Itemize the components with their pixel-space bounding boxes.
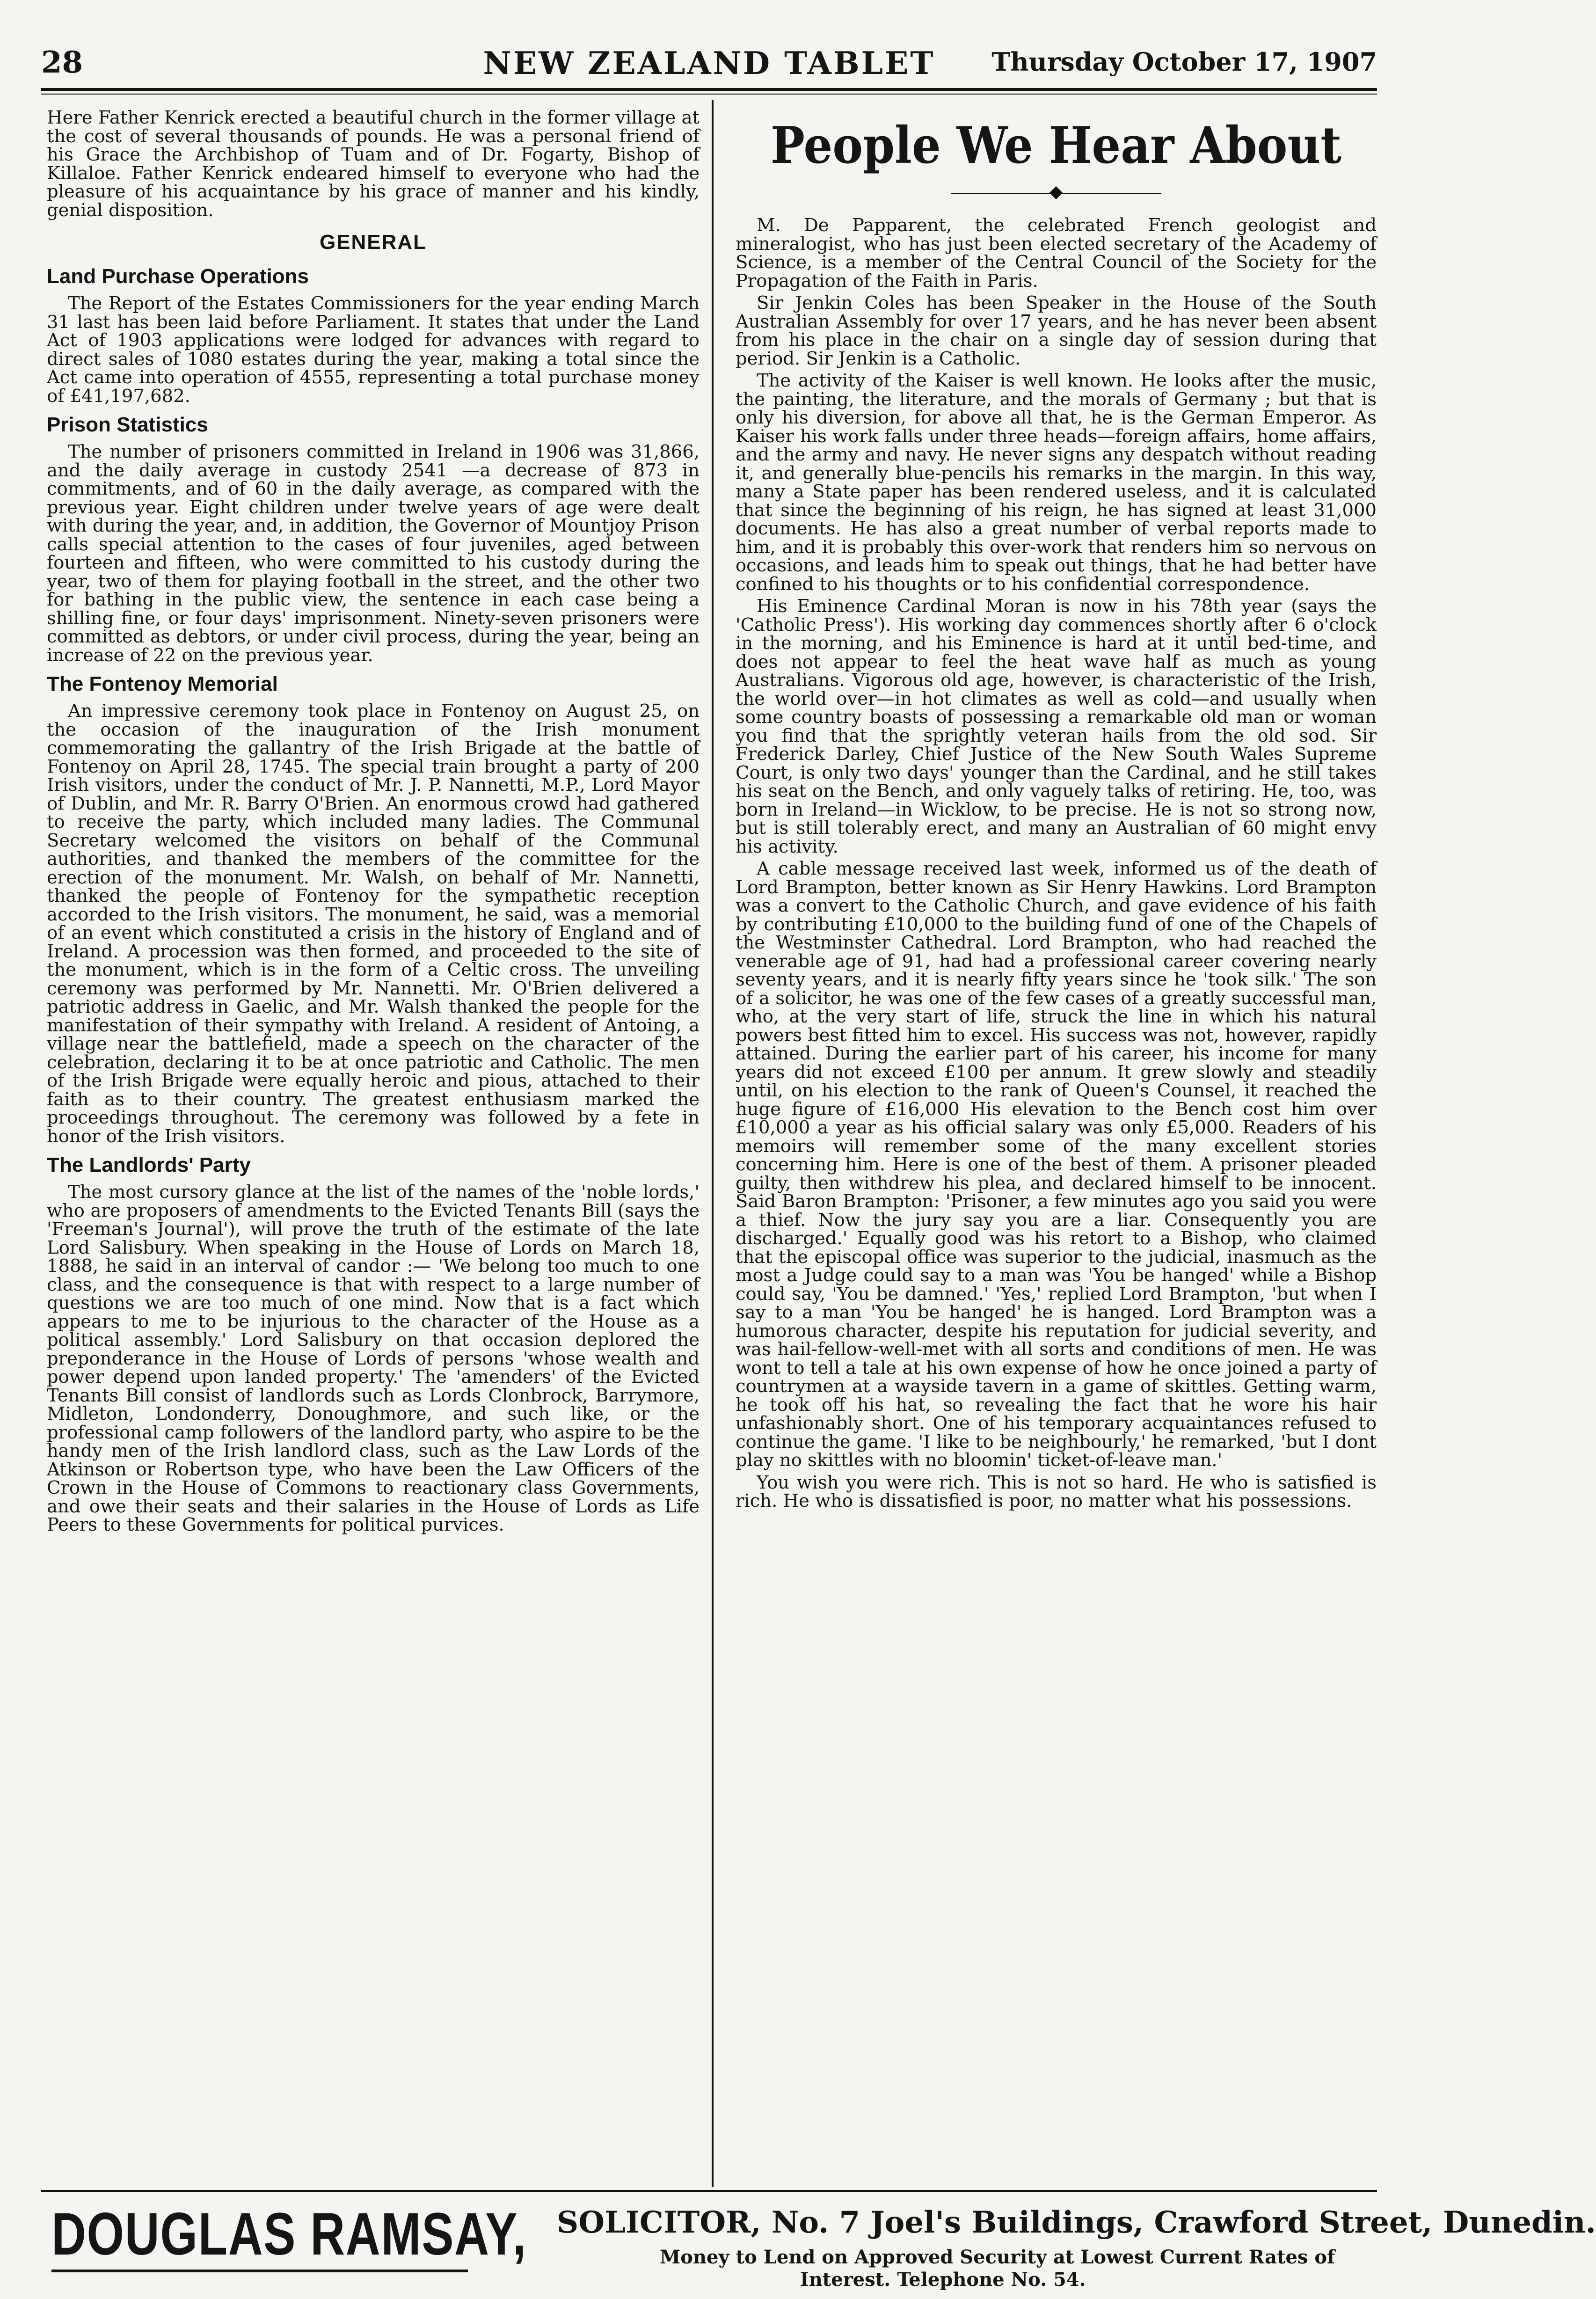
issue-date: Thursday October 17, 1907 (991, 47, 1377, 77)
paragraph-lord-brampton: A cable message received last week, informed us of the death of Lord Brampton, better known as Sir Henry Hawkins. Lord Brampton was a convert to the Catholic Church, and gave evidence of his faith by contributing £10,000 to the building fund of one of the Chapels of the Westminster Cathedral. Lord Brampton, who had reached the venerable age of 91, had had a professional career covering nearly seventy years, and it is nearly fifty years since he 'took silk.' The son of a solicitor, he was one of the few cases of a greatly successful man, who, at the very start of life, struck the line in which his natural powers best fitted him to excel. His success was not, however, rapidly attained. During the earlier part of his career, his income for many years did not exceed £100 per annum. It grew slowly and steadily until, on his election to the rank of Queen's Counsel, it reached the huge figure of £16,000 His elevation to the Bench cost him over £10,000 a year as his official salary was only £5,000. Readers of his memoirs will remember some of the many excellent stories concerning him. Here is one of the best of them. A prisoner pleaded guilty, then withdrew his plea, and declared himself to be innocent. Said Baron Brampton: 'Prisoner, a few minutes ago you said you were a thief. Now the jury say you are a liar. Consequently you are discharged.' Equally good was his retort to a Bishop, who claimed that the episcopal office was superior to the judicial, inasmuch as the most a Judge could say to a man was 'You be hanged' while a Bishop could say, 'You be damned.' 'Yes,' replied Lord Brampton, 'but when I say to a man 'You be hanged' he is hanged. Lord Brampton was a humorous character, despite his reputation for judicial severity, and was hail-fellow-well-met with all sorts and conditions of men. He was wont to tell a tale at his own expense of how he once joined a party of countrymen at a wayside tavern in a game of skittles. Getting warm, he took off his hat, so revealing the fact that he wore his hair unfashionably short. One of his temporary acquaintances refused to continue the game. 'I like to be neighbourly,' he remarked, 'but I dont play no skittles with no bloomin' ticket-of-leave man.' (736, 858, 1377, 1471)
page-number: 28 (41, 45, 83, 80)
ornament-divider (736, 179, 1377, 212)
advertisement (51, 2199, 1596, 2293)
paragraph-kaiser: The activity of the Kaiser is well known. He looks after the music, the painting, the literature, and the morals of Germany ; but that is only his diversion, for above all that, he is the German Emperor. As Kaiser his work falls under three heads—foreign affairs, home affairs, and the army and navy. He never signs any despatch without reading it, and generally blue-pencils his remarks in the margin. In this way, many a State paper has been rendered useless, and it is calculated that since the beginning of his reign, he has signed at least 31,000 documents. He has also a great number of verbal reports made to him, and it is probably this over-work that renders him so nervous on occasions, and leads him to speak out things, that he had better have confined to his thoughts or to his confidential correspondence. (736, 370, 1377, 595)
advertiser-address: SOLICITOR, No. 7 Joel's Buildings, Crawford Street, Dunedin. (557, 2205, 1596, 2240)
paragraph-jenkin-coles: Sir Jenkin Coles has been Speaker in the House of the South Australian Assembly for over 17 years, and he has never been absent from his place in the chair on a single day of session during that period. Sir Jenkin is a Catholic. (736, 292, 1377, 369)
advertiser-name-underline (51, 2270, 468, 2272)
page-header (41, 45, 1377, 92)
landlords-party-paragraph: The most cursory glance at the list of the names of the 'noble lords,' who are proposers of amendments to the Evicted Tenants Bill (says the 'Freeman's Journal'), will prove the truth of the estimate of the late Lord Salisbury. When speaking in the House of Lords on March 18, 1888, he said in an interval of candor :— 'We belong too much to one class, and the consequence is that with respect to a large number of questions we are too much of one mind. Now that is a fact which appears to me to be injurious to the character of the House as a political assembly.' Lord Salisbury on that occasion deplored the preponderance in the House of Lords of persons 'whose wealth and power depend upon landed property.' The 'amenders' of the Evicted Tenants Bill consist of landlords such as Lords Clonbrock, Barrymore, Midleton, Londonderry, Donoughmore, and such like, or the professional camp followers of the landlord party, who aspire to be the handy men of the Irish landlord class, such as the Law Lords of the Atkinson or Robertson type, who have been the Law Officers of the Crown in the House of Commons to reactionary class Governments, and owe their seats and their salaries in the House of Lords as Life Peers to these Governments for political purvices. (47, 1182, 700, 1535)
header-rule-thin (41, 94, 1377, 95)
left-column (47, 109, 700, 2186)
prison-statistics-heading: Prison Statistics (47, 413, 208, 436)
advertiser-name: DOUGLAS RAMSAY, (51, 2201, 527, 2268)
land-purchase-heading: Land Purchase Operations (47, 265, 309, 288)
fontenoy-memorial-heading: The Fontenoy Memorial (47, 672, 278, 695)
people-we-hear-about-heading: People We Hear About (770, 116, 1342, 175)
prison-statistics-paragraph: The number of prisoners committed in Ireland in 1906 was 31,866, and the daily average in custody 2541 —a decrease of 873 in commitments, and of 60 in the daily average, as compared with the previous year. Eight children under twelve years of age were dealt with during the year, and, in addition, the Governor of Mountjoy Prison calls special attention to the cases of four juveniles, aged between fourteen and fifteen, who were committed to his custody during the year, two of them for playing football in the street, and the other two for bathing in the public view, the sentence in each case being a shilling fine, or four days' imprisonment. Ninety-seven prisoners were committed as debtors, or under civil process, during the year, being an increase of 22 on the previous year. (47, 441, 700, 666)
paragraph-cardinal-moran: His Eminence Cardinal Moran is now in his 78th year (says the 'Catholic Press'). His working day commences shortly after 6 o'clock in the morning, and his Eminence is hard at it until bed-time, and does not appear to feel the heat wave half as much as young Australians. Vigorous old age, however, is characteristic of the Irish, the world over—in hot climates as well as cold—and usually when some country boasts of possessing a remarkable old man or woman you find that the sprightly veteran hails from the old sod. Sir Frederick Darley, Chief Justice of the New South Wales Supreme Court, is only two days' younger than the Cardinal, and he still takes his seat on the Bench, and only vaguely talks of retiring. He, too, was born in Ireland—in Wicklow, to be precise. He is not so strong now, but is still tolerably erect, and many an Australian of 60 might envy his activity. (736, 596, 1377, 857)
land-purchase-paragraph: The Report of the Estates Commissioners for the year ending March 31 last has been laid before Parliament. It states that under the Land Act of 1903 applications were lodged for advances with regard to direct sales of 1080 estates during the year, making a total since the Act came into operation of 4555, representing a total purchase money of £41,197,682. (47, 293, 700, 407)
advertiser-telephone: Interest. Telephone No. 54. (800, 2269, 1086, 2291)
header-rule (41, 88, 1377, 91)
diamond-icon (1049, 186, 1063, 199)
paragraph-riches: You wish you were rich. This is not so hard. He who is satisfied is rich. He who is dissatisfied is poor, no matter what his possessions. (736, 1472, 1377, 1511)
intro-paragraph: Here Father Kenrick erected a beautiful church in the former village at the cost of several thousands of pounds. He was a personal friend of his Grace the Archbishop of Tuam and of Dr. Fogarty, Bishop of Killaloe. Father Kenrick endeared himself to everyone who had the pleasure of his acquaintance by his grace of manner and his kindly, genial disposition. (47, 107, 700, 221)
masthead-title: NEW ZEALAND TABLET (483, 45, 935, 81)
fontenoy-memorial-paragraph: An impressive ceremony took place in Fontenoy on August 25, on the occasion of the inauguration of the Irish monument commemorating the gallantry of the Irish Brigade at the battle of Fontenoy on April 28, 1745. The special train brought a party of 200 Irish visitors, under the conduct of Mr. J. P. Nannetti, M.P., Lord Mayor of Dublin, and Mr. R. Barry O'Brien. An enormous crowd had gathered to receive the party, which included many ladies. The Communal Secretary welcomed the visitors on behalf of the Communal authorities, and thanked the members of the committee for the erection of the monument. Mr. Walsh, on behalf of Mr. Nannetti, thanked the people of Fontenoy for the sympathetic reception accorded to the Irish visitors. The monument, he said, was a memorial of an event which constituted a crisis in the history of England and of Ireland. A procession was then formed, and proceeded to the site of the monument, which is in the form of a Celtic cross. The unveiling ceremony was performed by Mr. Nannetti. Mr. O'Brien delivered a patriotic address in Gaelic, and Mr. Walsh thanked the people for the manifestation of their sympathy with Ireland. A resident of Antoing, a village near the battlefield, made a speech on the character of the celebration, declaring it to be at once patriotic and Catholic. The men of the Irish Brigade were equally heroic and pious, attached to their faith as to their country. The greatest enthusiasm marked the proceedings throughout. The ceremony was followed by a fete in honor of the Irish visitors. (47, 701, 700, 1147)
paragraph-papparent: M. De Papparent, the celebrated French geologist and mineralogist, who has just been elected secretary of the Academy of Science, is a member of the Central Council of the Society for the Propagation of the Faith in Paris. (736, 215, 1377, 292)
right-column (736, 109, 1377, 2186)
landlords-party-heading: The Landlords' Party (47, 1153, 251, 1176)
section-heading-general: GENERAL (319, 231, 427, 254)
column-divider (712, 100, 714, 2187)
footer-rule (41, 2190, 1377, 2192)
advertiser-offer: Money to Lend on Approved Security at Lowest Current Rates of (660, 2246, 1335, 2268)
